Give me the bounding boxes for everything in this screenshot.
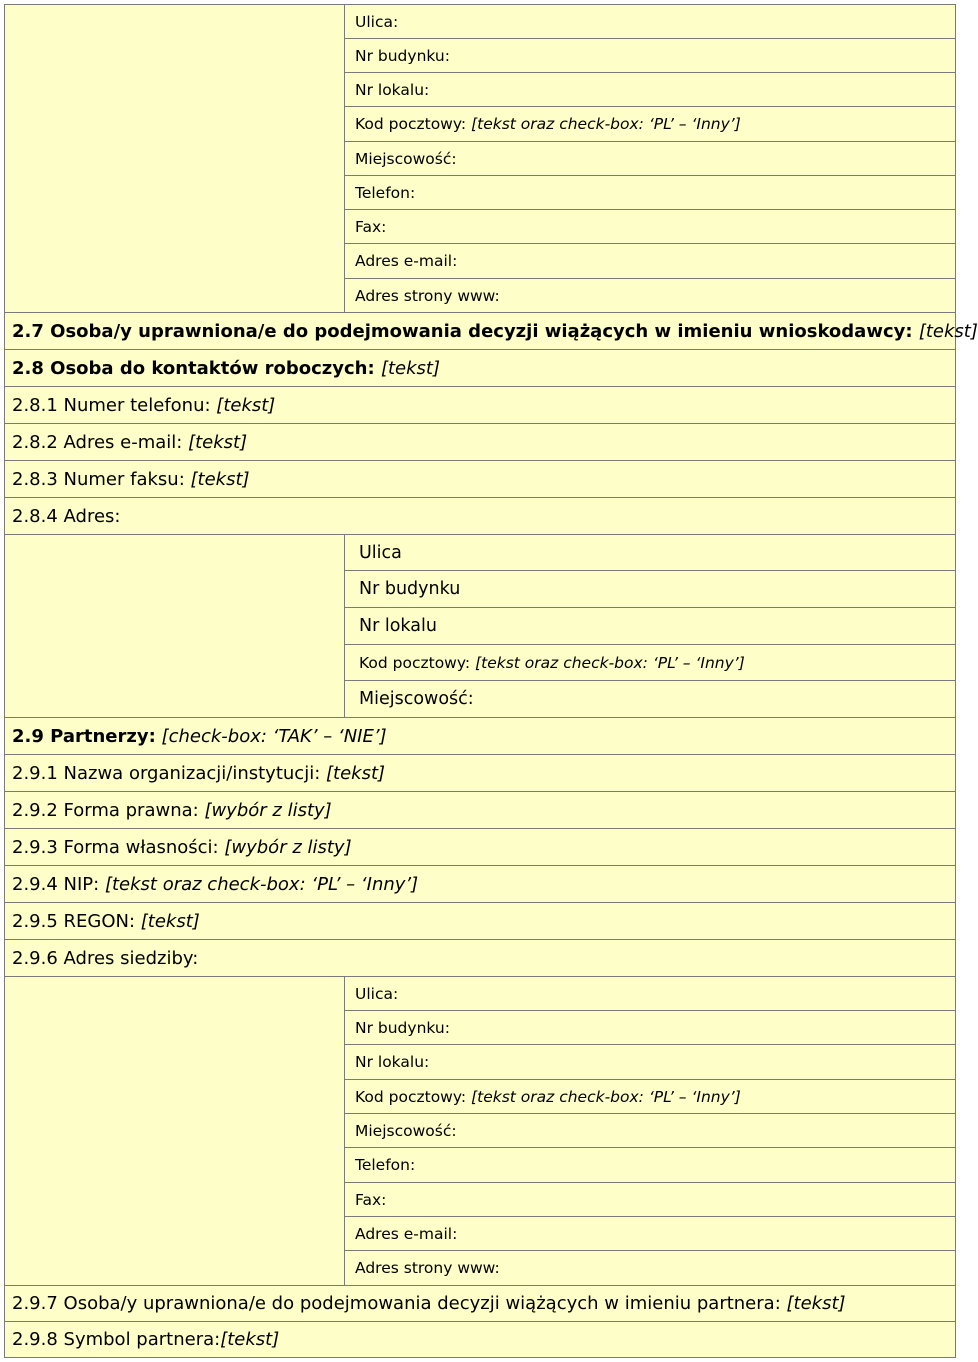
- field-contact-unit-number[interactable]: Nr lokalu: [345, 608, 956, 645]
- field-partner-street[interactable]: Ulica:: [345, 977, 956, 1011]
- field-partner-fax[interactable]: Fax:: [345, 1183, 956, 1217]
- field-contact-person[interactable]: 2.8 Osoba do kontaktów roboczych: [tekst]: [5, 350, 956, 387]
- field-partners[interactable]: 2.9 Partnerzy: [check-box: ‘TAK’ – ‘NIE’]: [5, 718, 956, 755]
- field-headquarters-address: 2.9.6 Adres siedziby:: [5, 940, 956, 977]
- field-contact-fax[interactable]: 2.8.3 Numer faksu: [tekst]: [5, 461, 956, 498]
- field-partner-postal-code[interactable]: Kod pocztowy: [tekst oraz check-box: ‘PL’ – ‘Inny’]: [345, 1080, 956, 1114]
- field-street[interactable]: Ulica:: [345, 5, 956, 39]
- field-partner-symbol[interactable]: 2.9.8 Symbol partnera:[tekst]: [5, 1322, 956, 1358]
- field-website[interactable]: Adres strony www:: [345, 279, 956, 313]
- blank-indent-cell: [5, 977, 345, 1286]
- field-postal-code[interactable]: Kod pocztowy: [tekst oraz check-box: ‘PL’ – ‘Inny’]: [345, 107, 956, 142]
- field-contact-city[interactable]: Miejscowość:: [345, 681, 956, 718]
- field-city[interactable]: Miejscowość:: [345, 142, 956, 176]
- field-partner-phone[interactable]: Telefon:: [345, 1148, 956, 1183]
- field-regon[interactable]: 2.9.5 REGON: [tekst]: [5, 903, 956, 940]
- blank-indent-cell: [5, 5, 345, 313]
- field-fax[interactable]: Fax:: [345, 210, 956, 244]
- field-contact-phone[interactable]: 2.8.1 Numer telefonu: [tekst]: [5, 387, 956, 424]
- field-partner-website[interactable]: Adres strony www:: [345, 1251, 956, 1286]
- field-contact-postal-code[interactable]: Kod pocztowy: [tekst oraz check-box: ‘PL’ – ‘Inny’]: [345, 645, 956, 681]
- field-contact-street[interactable]: Ulica: [345, 535, 956, 571]
- field-nip[interactable]: 2.9.4 NIP: [tekst oraz check-box: ‘PL’ – ‘Inny’]: [5, 866, 956, 903]
- field-ownership-form[interactable]: 2.9.3 Forma własności: [wybór z listy]: [5, 829, 956, 866]
- field-partner-email[interactable]: Adres e-mail:: [345, 1217, 956, 1251]
- field-partner-city[interactable]: Miejscowość:: [345, 1114, 956, 1148]
- field-authorized-persons[interactable]: 2.7 Osoba/y uprawniona/e do podejmowania decyzji wiążących w imieniu wnioskodawcy: [tekst]: [5, 313, 956, 350]
- field-contact-email[interactable]: 2.8.2 Adres e-mail: [tekst]: [5, 424, 956, 461]
- application-form-table: [4, 4, 978, 1358]
- field-legal-form[interactable]: 2.9.2 Forma prawna: [wybór z listy]: [5, 792, 956, 829]
- field-partner-building-number[interactable]: Nr budynku:: [345, 1011, 956, 1045]
- field-email[interactable]: Adres e-mail:: [345, 244, 956, 279]
- blank-indent-cell: [5, 535, 345, 718]
- field-partner-unit-number[interactable]: Nr lokalu:: [345, 1045, 956, 1080]
- field-building-number[interactable]: Nr budynku:: [345, 39, 956, 73]
- field-partner-name[interactable]: 2.9.1 Nazwa organizacji/instytucji: [tekst]: [5, 755, 956, 792]
- field-contact-building-number[interactable]: Nr budynku: [345, 571, 956, 608]
- field-unit-number[interactable]: Nr lokalu:: [345, 73, 956, 107]
- field-phone[interactable]: Telefon:: [345, 176, 956, 210]
- field-partner-authorized-persons[interactable]: 2.9.7 Osoba/y uprawniona/e do podejmowania decyzji wiążących w imieniu partnera: [tekst]: [5, 1286, 956, 1322]
- field-contact-address: 2.8.4 Adres:: [5, 498, 956, 535]
